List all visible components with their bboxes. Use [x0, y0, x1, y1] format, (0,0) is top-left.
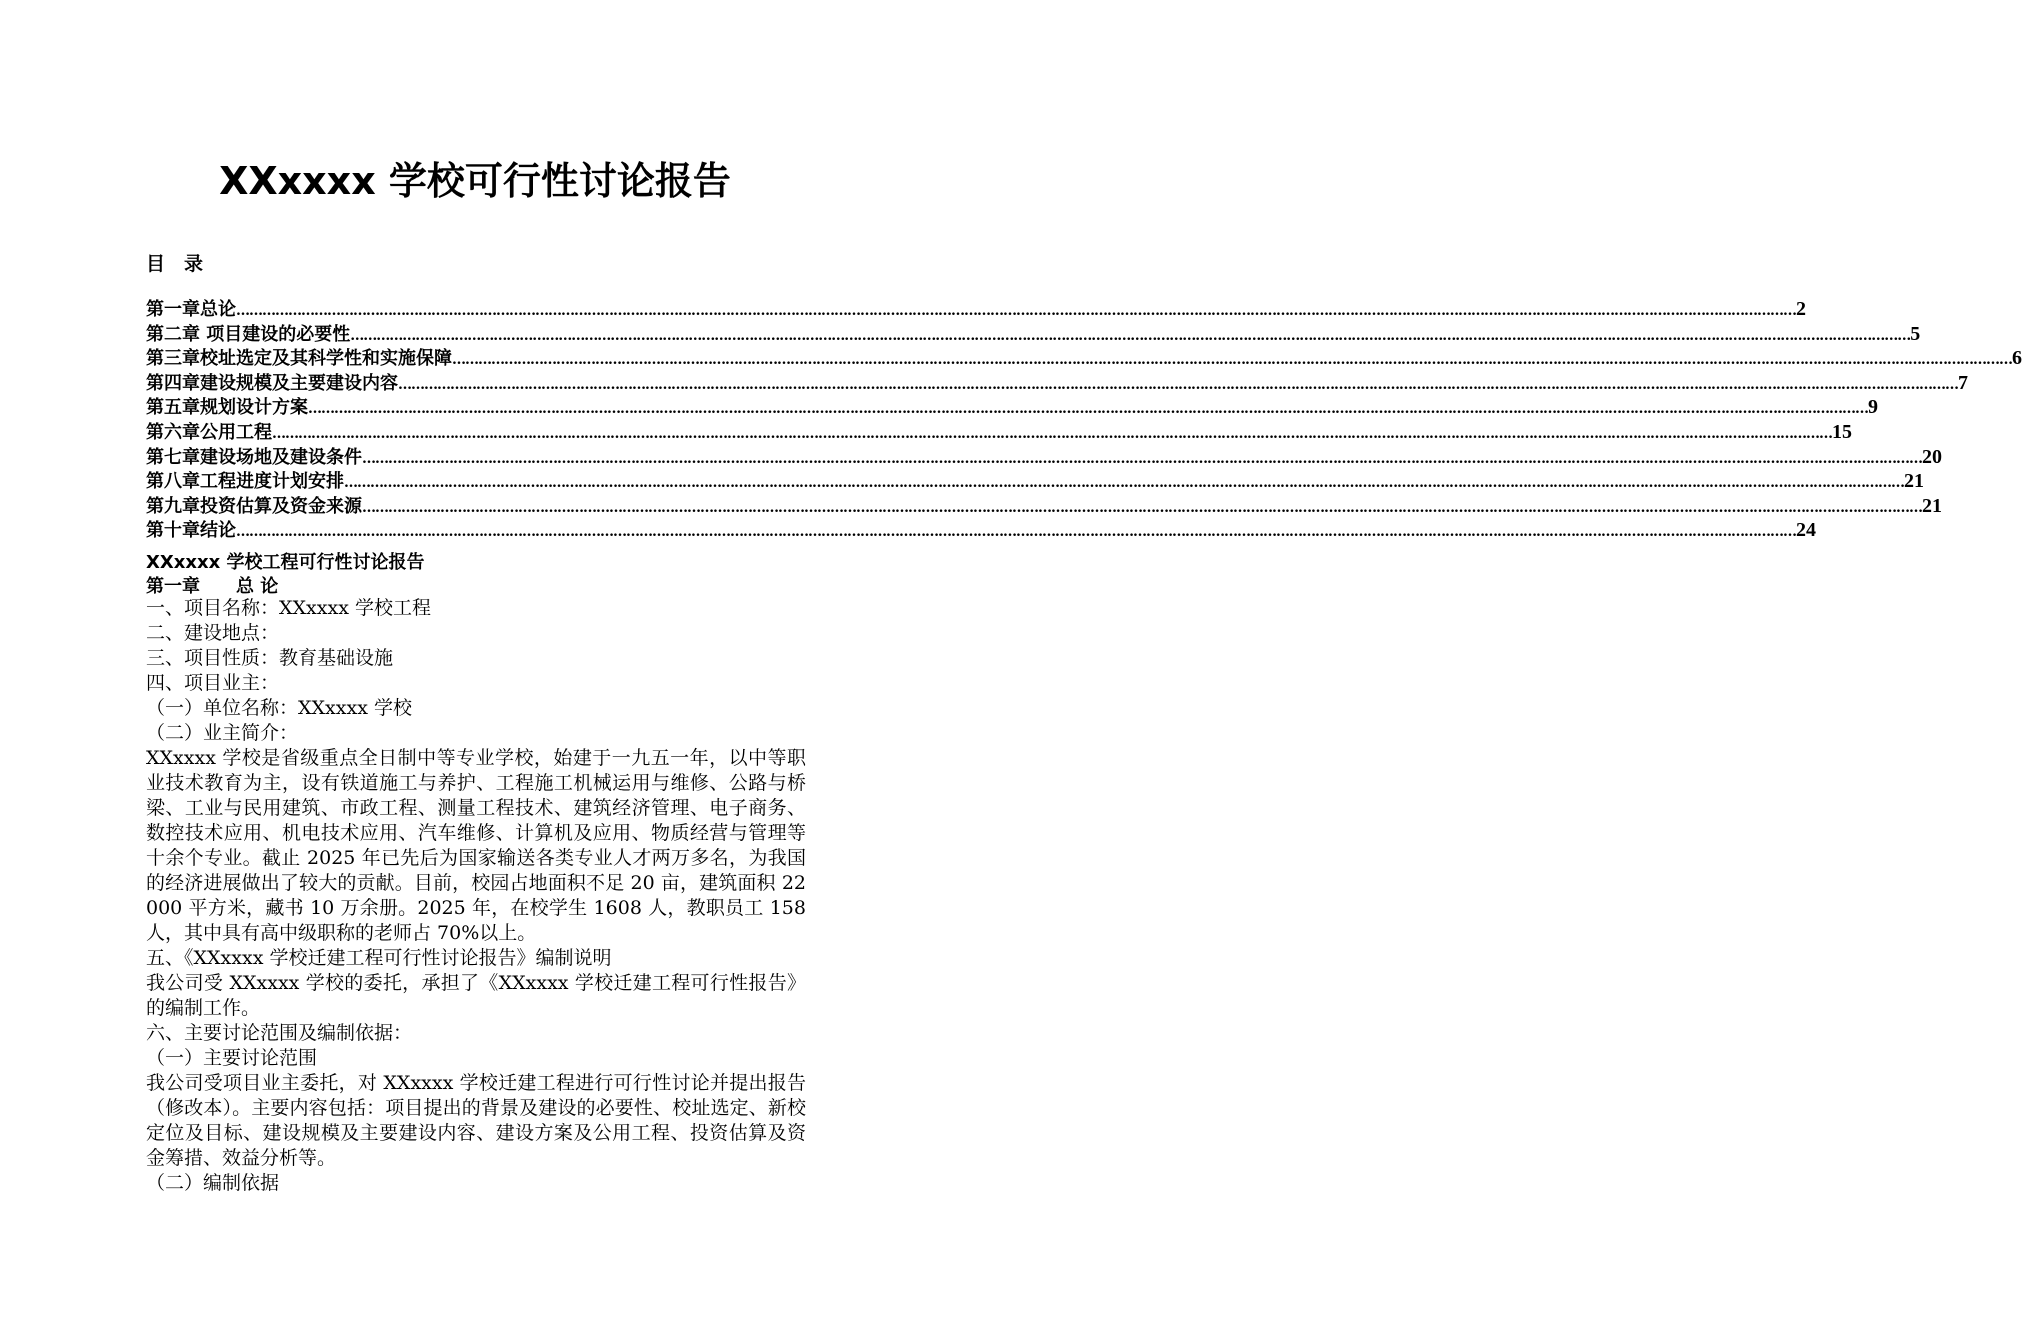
- body-line: （二）业主简介：: [146, 722, 299, 744]
- toc-entry: [146, 445, 1942, 470]
- toc-leader-dots: ………………………………………………………………………………………………………………………………………………………………………………………………………………………………………………………………………………………………………………………………: [452, 352, 2012, 369]
- toc-entry-label: 第二章 项目建设的必要性: [146, 323, 351, 345]
- toc-entry: [146, 395, 1878, 420]
- toc-entry-label: 第七章建设场地及建设条件: [146, 446, 362, 468]
- toc-entry-label: 第四章建设规模及主要建设内容: [146, 372, 398, 394]
- toc-entry-page: 24: [1796, 519, 1816, 542]
- toc-entry-page: 21: [1904, 470, 1924, 493]
- body-line: 二、建设地点：: [146, 622, 280, 644]
- toc-entry-label: 第三章校址选定及其科学性和实施保障: [146, 348, 452, 370]
- toc-entry-page: 21: [1922, 494, 1942, 517]
- toc-entry: [146, 346, 2022, 371]
- toc-leader-dots: ………………………………………………………………………………………………………………………………………………………………………………………………………………………………………………………………………………………………………………………………: [344, 475, 1904, 492]
- toc-entry-label: 第九章投资估算及资金来源: [146, 495, 362, 517]
- toc-leader-dots: ………………………………………………………………………………………………………………………………………………………………………………………………………………………………………………………………………………………………………………………………: [308, 401, 1868, 418]
- body-line: 六、主要讨论范围及编制依据：: [146, 1022, 413, 1044]
- owner-intro-paragraph: XXxxxx 学校是省级重点全日制中等专业学校，始建于一九五一年，以中等职业技术教育为主，设有铁道施工与养护、工程施工机械运用与维修、公路与桥梁、工业与民用建筑、市政工程、测量工程技术、建筑经济管理、电子商务、数控技术应用、机电技术应用、汽车维修、计算机及应用、物质经营与管理等十余个专业。截止 2025 年已先后为国家输送各类专业人才两万多名，为我国的经济进展做出了较大的贡献。目前，校园占地面积不足 20 亩，建筑面积 22000 平方米，藏书 10 万余册。2025 年，在校学生 1608 人，教职员工 158 人，其中具有高中级职称的老师占 70%以上。: [146, 747, 806, 944]
- toc-leader-dots: ………………………………………………………………………………………………………………………………………………………………………………………………………………………………………………………………………………………………………………………………: [362, 499, 1922, 516]
- body-line: 三、项目性质：教育基础设施: [146, 647, 394, 669]
- toc-entry-label: 第十章结论: [146, 520, 236, 542]
- body-line: （一）单位名称：XXxxxx 学校: [146, 697, 412, 719]
- toc-entry: [146, 518, 1816, 543]
- toc-entry-page: 5: [1910, 322, 1921, 345]
- toc-entry: [146, 297, 1806, 322]
- toc-entry: [146, 420, 1852, 445]
- commission-paragraph: 我公司受 XXxxxx 学校的委托，承担了《XXxxxx 学校迁建工程可行性报告》的编制工作。: [146, 972, 806, 1019]
- toc-entry-label: 第六章公用工程: [146, 421, 272, 443]
- toc-entry-page: 2: [1796, 298, 1806, 320]
- toc-leader-dots: ………………………………………………………………………………………………………………………………………………………………………………………………………………………………………………………………………………………………………………………………: [398, 376, 1958, 393]
- toc-entry-label: 第一章总论: [146, 299, 236, 320]
- toc-leader-dots: ………………………………………………………………………………………………………………………………………………………………………………………………………………………………………………………………………………………………………………………………: [236, 303, 1796, 319]
- report-subtitle: XXxxxx 学校工程可行性讨论报告: [146, 552, 425, 573]
- body-line: （一）主要讨论范围: [146, 1047, 318, 1069]
- toc-entry-page: 6: [2012, 347, 2022, 370]
- toc-entry-label: 第五章规划设计方案: [146, 397, 308, 419]
- toc-entry-page: 20: [1922, 445, 1942, 468]
- toc-leader-dots: ………………………………………………………………………………………………………………………………………………………………………………………………………………………………………………………………………………………………………………………………: [362, 450, 1922, 467]
- toc-leader-dots: ………………………………………………………………………………………………………………………………………………………………………………………………………………………………………………………………………………………………………………………………: [236, 524, 1796, 541]
- toc-entry-page: 15: [1832, 420, 1852, 443]
- toc-entry: [146, 371, 1968, 396]
- document-body: [146, 596, 806, 1196]
- toc-heading: 目 录: [146, 253, 204, 275]
- body-line: 一、项目名称：XXxxxx 学校工程: [146, 597, 431, 619]
- body-line: 四、项目业主：: [146, 672, 280, 694]
- body-line: （二）编制依据: [146, 1172, 280, 1194]
- chapter-one-title: 第一章 总 论: [146, 576, 279, 597]
- toc-entry-page: 7: [1958, 371, 1968, 394]
- toc-leader-dots: ………………………………………………………………………………………………………………………………………………………………………………………………………………………………………………………………………………………………………………………………: [350, 327, 1911, 344]
- document-title: XXxxxx 学校可行性讨论报告: [219, 159, 731, 203]
- toc-entry: [146, 494, 1942, 519]
- scope-paragraph: 我公司受项目业主委托，对 XXxxxx 学校迁建工程进行可行性讨论并提出报告（修改本）。主要内容包括：项目提出的背景及建设的必要性、校址选定、新校定位及目标、建设规模及主要建设内容、建设方案及公用工程、投资估算及资金筹措、效益分析等。: [146, 1072, 806, 1169]
- toc-entry-label: 第八章工程进度计划安排: [146, 471, 344, 493]
- toc-entry: [146, 469, 1924, 494]
- table-of-contents: [146, 297, 2022, 543]
- toc-entry-page: 9: [1868, 396, 1878, 419]
- toc-leader-dots: ………………………………………………………………………………………………………………………………………………………………………………………………………………………………………………………………………………………………………………………………: [272, 425, 1832, 442]
- toc-entry: [146, 322, 1921, 347]
- body-line: 五、《XXxxxx 学校迁建工程可行性讨论报告》编制说明: [146, 947, 612, 969]
